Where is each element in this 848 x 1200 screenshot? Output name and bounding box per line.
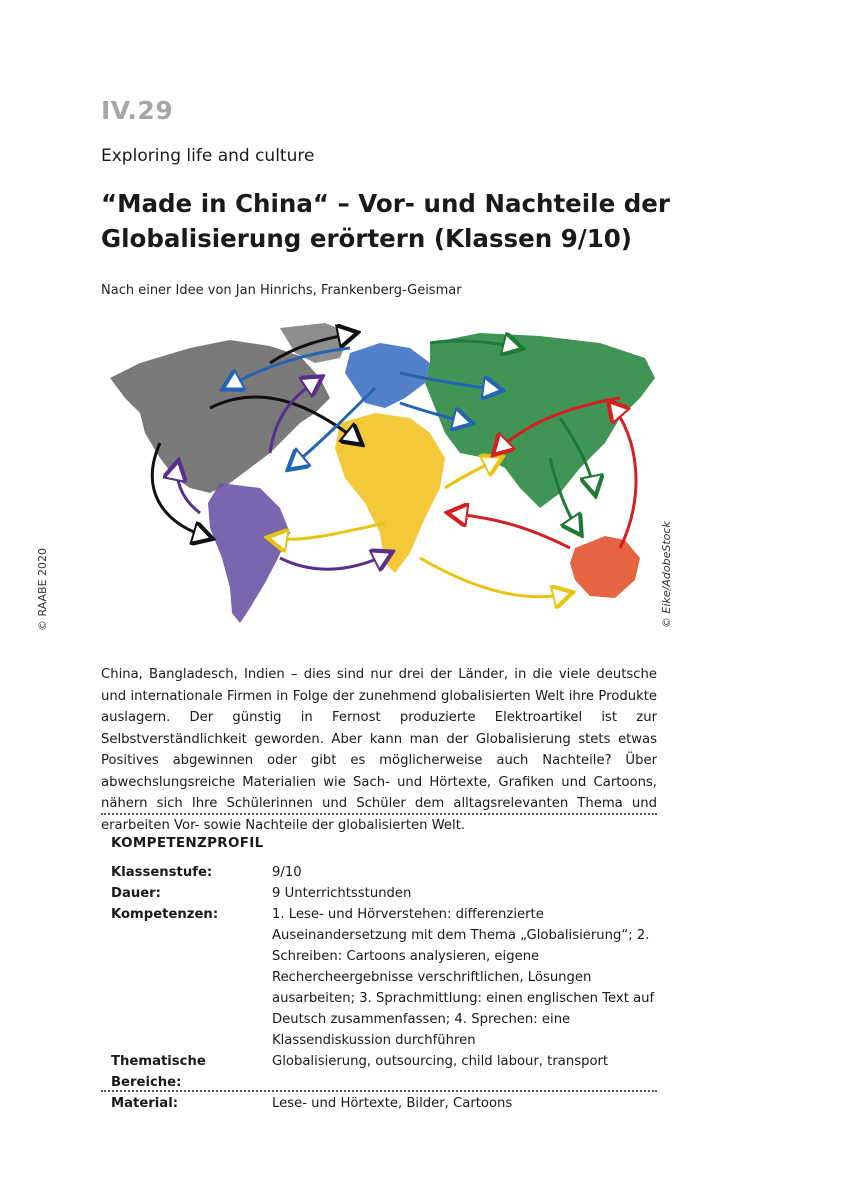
profile-label: Dauer: <box>111 886 161 901</box>
profile-row-topics <box>111 1051 657 1093</box>
south-america-shape <box>208 483 290 623</box>
profile-row-competences <box>111 904 657 1051</box>
copyright-raabe: © RAABE 2020 <box>36 547 49 631</box>
profile-label: Thematische Bereiche: <box>111 1054 206 1090</box>
profile-value: 1. Lese- und Hörverstehen: differenzierte Auseinandersetzung mit dem Thema „Globalisierung“; 2. Schreiben: Cartoons analysieren, eigene Rechercheergebnisse verschriftlichen, Lösungen ausarbeiten; 3. Sprachmittlung: einen englischen Text auf Deutsch zusammenfassen; 4. Sprechen: eine Klassendiskussion durchführen <box>272 907 655 1048</box>
north-america-shape <box>110 340 330 493</box>
profile-value: 9 Unterrichtsstunden <box>272 886 412 901</box>
profile-row-grade <box>111 862 657 883</box>
section-code: IV.29 <box>101 96 174 125</box>
profile-value: Globalisierung, outsourcing, child labour, transport <box>272 1054 609 1069</box>
profile-label: Kompetenzen: <box>111 907 219 922</box>
image-credit: © Eike/AdobeStock <box>660 521 673 628</box>
profile-value: Lese- und Hörtexte, Bilder, Cartoons <box>272 1096 513 1111</box>
profile-heading: KOMPETENZPROFIL <box>111 835 264 851</box>
australia-shape <box>570 536 640 598</box>
profile-row-duration <box>111 883 657 904</box>
competence-profile-table <box>111 862 657 1114</box>
intro-paragraph: China, Bangladesch, Indien – dies sind nur drei der Länder, in die viele deutsche und internationale Firmen in Folge der zunehmend globalisierten Welt ihre Produkte auslagern. Der günstig in Fernost produzierte Elektroartikel ist zur Selbstverständlichkeit geworden. Aber kann man der Globalisierung stets etwas Positives abgewinnen oder gibt es möglicherweise auch Nachteile? Über abwechslungsreiche Materialien wie Sach- und Hörtexte, Grafiken und Cartoons, nähern sich Ihre Schülerinnen und Schüler dem alltagsrelevanten Thema und erarbeiten Vor- sowie Nachteile der globalisierten Welt. <box>101 667 657 833</box>
page-title: “Made in China“ – Vor- und Nachteile der Globalisierung erörtern (Klassen 9/10) <box>101 189 670 253</box>
divider-bottom <box>101 1090 657 1092</box>
world-map-illustration <box>100 318 670 638</box>
divider-top <box>101 813 657 815</box>
page-subtitle: Exploring life and culture <box>101 146 315 166</box>
profile-label: Material: <box>111 1096 178 1111</box>
profile-value: 9/10 <box>272 865 302 880</box>
author-line: Nach einer Idee von Jan Hinrichs, Frankenberg-Geismar <box>101 283 462 298</box>
profile-row-material <box>111 1093 657 1114</box>
profile-label: Klassenstufe: <box>111 865 213 880</box>
